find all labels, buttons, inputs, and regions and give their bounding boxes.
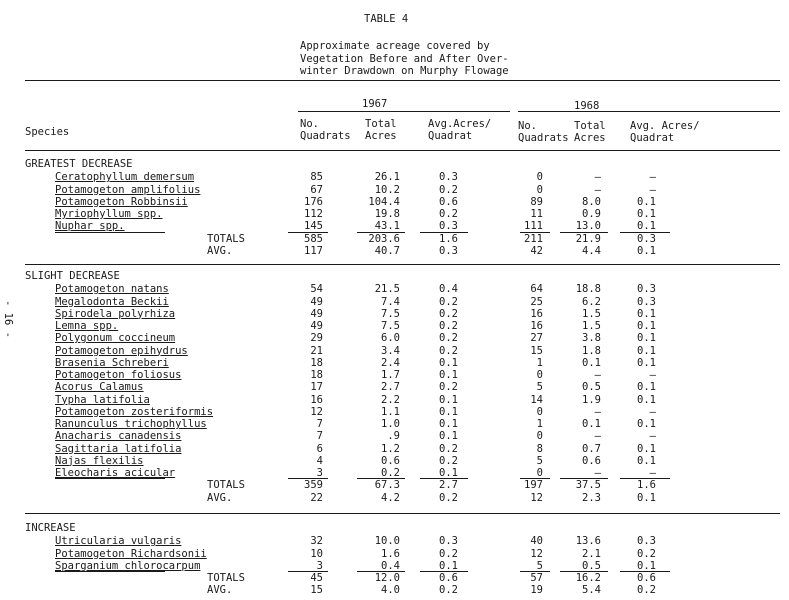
quadrats-1968-value: 64 — [530, 283, 543, 296]
species-name: Eleocharis acicular — [55, 467, 176, 479]
avg-acres-1967-value: 0.3 — [439, 171, 458, 184]
avg-acres-1968-value: 0.1 — [637, 307, 656, 320]
avg-acres-1968-value: 0.1 — [637, 344, 656, 357]
quadrats-1967-value: 18 — [310, 356, 323, 369]
quadrats-1968-value: 12 — [530, 547, 543, 560]
acres-1968-value: – — [594, 369, 601, 381]
totals-quadrats-1967: 359 — [304, 479, 323, 492]
avg-quadrats-1968: 12 — [530, 491, 543, 504]
avg-acres-1967-value: 0.1 — [439, 356, 458, 369]
avg-acres-1967-value: 0.1 — [439, 430, 458, 443]
table-label: TABLE 4 — [364, 13, 409, 25]
acres-1968-value: 13.6 — [575, 535, 601, 548]
acres-1967-value: 2.7 — [381, 381, 400, 394]
quadrats-1968-value: 5 — [536, 559, 543, 572]
year-1967-header: 1967 — [362, 98, 388, 110]
quadrats-1967-value: 4 — [316, 454, 323, 467]
acres-1968-value: 8.0 — [582, 195, 601, 208]
avg-acres-1967: 4.0 — [381, 584, 400, 597]
totals-label: TOTALS — [207, 232, 245, 245]
quadrats-1967-value: 29 — [310, 332, 323, 345]
avg-quadrats-1968: 42 — [530, 244, 543, 257]
avg-acres-1968-value: 0.1 — [637, 381, 656, 394]
avg-acres-1967: 4.2 — [381, 491, 400, 504]
avg-label: AVG. — [207, 491, 233, 504]
acres-1967-value: .9 — [387, 430, 400, 443]
quadrats-1968-value: 1 — [536, 356, 543, 369]
avg-acres-1967-value: 0.2 — [439, 381, 458, 394]
species-name: Lemna spp. — [55, 320, 119, 332]
avg-1967-header: Avg.Acres/ Quadrat — [428, 118, 492, 142]
acres-1967-value: 2.2 — [381, 393, 400, 406]
avg-acres-1967-value: 0.2 — [439, 208, 458, 220]
page-number: - 16 - — [2, 300, 14, 338]
quadrats-1967-value: 85 — [310, 171, 323, 184]
acres-1968-value: 0.6 — [582, 454, 601, 467]
section-title: SLIGHT DECREASE — [25, 270, 120, 282]
acres-1967-value: 3.4 — [381, 344, 400, 357]
species-name: Sparganium chlorocarpum — [55, 559, 201, 572]
acres-1967-value: 0.6 — [381, 454, 400, 467]
acres-1968-value: 18.8 — [575, 283, 601, 296]
quadrats-1967-value: 6 — [316, 442, 323, 455]
acres-1968-value: 13.0 — [575, 220, 601, 233]
species-name: Myriophyllum spp. — [55, 208, 163, 220]
totals-quadrats-1968: 197 — [524, 479, 543, 492]
avg-acres-1967-value: 0.2 — [439, 454, 458, 467]
quadrats-1967-value: 21 — [310, 344, 323, 357]
avg-label: AVG. — [207, 584, 233, 597]
totals-quadrats-1967: 45 — [310, 572, 323, 584]
acres-1968-value: 0.1 — [582, 418, 601, 430]
totals-avg-1968: 1.6 — [637, 479, 656, 492]
quadrats-1968-value: 0 — [536, 171, 543, 184]
avg-acres-1968-value: 0.1 — [637, 195, 656, 208]
species-name: Potamogeton zosteriformis — [55, 405, 214, 418]
totals-acres-1968: 16.2 — [575, 572, 601, 584]
acres-1967-value: 1.2 — [381, 442, 400, 455]
quadrats-1968-value: 0 — [536, 430, 543, 443]
quadrats-1968-value: 5 — [536, 381, 543, 394]
species-name: Polygonum coccineum — [55, 332, 176, 345]
acres-1968-value: – — [594, 183, 601, 196]
quadrats-1967-value: 17 — [310, 381, 323, 394]
totals-avg-1968: 0.3 — [637, 232, 656, 245]
species-name: Anacharis canadensis — [55, 430, 182, 443]
species-name: Potamogeton foliosus — [55, 369, 182, 381]
avg-avg-1968: 0.1 — [637, 491, 656, 504]
section-divider — [25, 513, 780, 514]
acres-1968-value: 1.8 — [582, 344, 601, 357]
acres-1968-header: Total Acres — [574, 120, 606, 144]
avg-acres-1968-value: 0.3 — [637, 283, 656, 296]
totals-acres-1968: 37.5 — [575, 479, 601, 492]
acres-1968-value: – — [594, 467, 601, 479]
quadrats-1967-value: 49 — [310, 295, 323, 308]
quadrats-1967-value: 54 — [310, 283, 323, 296]
avg-quadrats-1968: 19 — [530, 584, 543, 597]
acres-1968-value: 1.5 — [582, 320, 601, 332]
quadrats-1967-value: 3 — [316, 559, 323, 572]
acres-1967-value: 10.2 — [374, 183, 400, 196]
quadrats-1968-value: 16 — [530, 320, 543, 332]
sum-underline — [55, 571, 165, 572]
avg-acres-1968-value: 0.1 — [637, 559, 656, 572]
quadrats-1967-value: 12 — [310, 405, 323, 418]
avg-acres-1968-value: – — [649, 369, 656, 381]
quadrats-1968-value: 89 — [530, 195, 543, 208]
acres-1967-value: 2.4 — [381, 356, 400, 369]
species-name: Sagittaria latifolia — [55, 442, 182, 455]
quadrats-1968-header: No. Quadrats — [518, 120, 569, 144]
totals-acres-1967: 12.0 — [374, 572, 400, 584]
avg-acres-1967-value: 0.2 — [439, 547, 458, 560]
totals-acres-1967: 67.3 — [374, 479, 400, 492]
avg-acres-1967-value: 0.1 — [439, 405, 458, 418]
quadrats-1968-value: 0 — [536, 183, 543, 196]
avg-avg-1968: 0.1 — [637, 244, 656, 257]
totals-avg-1967: 0.6 — [439, 572, 458, 584]
quadrats-1968-value: 16 — [530, 307, 543, 320]
avg-label: AVG. — [207, 244, 233, 257]
quadrats-1968-value: 0 — [536, 405, 543, 418]
avg-acres-1968-value: – — [649, 171, 656, 184]
species-name: Potamogeton amplifolius — [55, 183, 201, 196]
acres-1967-header: Total Acres — [365, 118, 397, 142]
sum-underline — [55, 232, 165, 233]
quadrats-1967-value: 3 — [316, 467, 323, 479]
year-1968-header: 1968 — [574, 100, 600, 112]
quadrats-1967-value: 32 — [310, 535, 323, 548]
species-name: Ceratophyllum demersum — [55, 171, 195, 184]
totals-quadrats-1968: 211 — [524, 232, 543, 245]
table-caption: Approximate acreage covered by Vegetation Before and After Over- winter Drawdown on Murphy Flowage — [300, 40, 509, 77]
avg-avg-1968: 0.2 — [637, 584, 656, 597]
year-1968-rule — [518, 111, 780, 112]
header-bottom-rule — [25, 150, 780, 151]
quadrats-1967-value: 49 — [310, 307, 323, 320]
acres-1967-value: 7.4 — [381, 295, 400, 308]
totals-quadrats-1967: 585 — [304, 232, 323, 245]
avg-acres-1968-value: 0.1 — [637, 332, 656, 345]
acres-1968-value: 0.7 — [582, 442, 601, 455]
avg-acres-1967-value: 0.4 — [439, 283, 458, 296]
species-name: Nuphar spp. — [55, 220, 125, 233]
quadrats-1968-value: 0 — [536, 467, 543, 479]
sum-underline — [55, 478, 165, 479]
species-name: Potamogeton Richardsonii — [55, 547, 207, 560]
quadrats-1968-value: 11 — [530, 208, 543, 220]
section-title: INCREASE — [25, 522, 76, 534]
acres-1967-value: 6.0 — [381, 332, 400, 345]
quadrats-1967-value: 49 — [310, 320, 323, 332]
species-name: Utricularia vulgaris — [55, 535, 182, 548]
avg-acres-1967-value: 0.1 — [439, 369, 458, 381]
species-name: Typha latifolia — [55, 393, 150, 406]
acres-1968-value: 0.5 — [582, 381, 601, 394]
quadrats-1968-value: 15 — [530, 344, 543, 357]
avg-acres-1968: 4.4 — [582, 244, 601, 257]
avg-acres-1967-value: 0.1 — [439, 467, 458, 479]
avg-avg-1967: 0.2 — [439, 584, 458, 597]
avg-acres-1967-value: 0.2 — [439, 307, 458, 320]
acres-1968-value: 0.5 — [582, 559, 601, 572]
species-name: Potamogeton epihydrus — [55, 344, 188, 357]
species-column-header: Species — [25, 126, 70, 138]
quadrats-1967-value: 112 — [304, 208, 323, 220]
totals-avg-1967: 1.6 — [439, 232, 458, 245]
avg-acres-1967-value: 0.2 — [439, 332, 458, 345]
acres-1967-value: 21.5 — [374, 283, 400, 296]
avg-acres-1967-value: 0.1 — [439, 559, 458, 572]
species-name: Spirodela polyrhiza — [55, 307, 176, 320]
avg-avg-1967: 0.2 — [439, 491, 458, 504]
avg-acres-1968: 5.4 — [582, 584, 601, 597]
avg-acres-1968-value: 0.2 — [637, 547, 656, 560]
acres-1967-value: 7.5 — [381, 307, 400, 320]
acres-1968-value: 0.1 — [582, 356, 601, 369]
species-name: Potamogeton Robbinsii — [55, 195, 188, 208]
avg-acres-1967-value: 0.2 — [439, 295, 458, 308]
avg-acres-1968-value: 0.1 — [637, 320, 656, 332]
acres-1967-value: 7.5 — [381, 320, 400, 332]
quadrats-1967-value: 7 — [316, 418, 323, 430]
avg-acres-1968: 2.3 — [582, 491, 601, 504]
species-name: Acorus Calamus — [55, 381, 144, 394]
acres-1968-value: 3.8 — [582, 332, 601, 345]
acres-1968-value: 1.9 — [582, 393, 601, 406]
quadrats-1967-value: 7 — [316, 430, 323, 443]
avg-acres-1968-value: – — [649, 183, 656, 196]
acres-1967-value: 10.0 — [374, 535, 400, 548]
acres-1967-value: 26.1 — [374, 171, 400, 184]
totals-quadrats-1968: 57 — [530, 572, 543, 584]
avg-acres-1968-value: – — [649, 467, 656, 479]
acres-1968-value: – — [594, 171, 601, 184]
species-name: Potamogeton natans — [55, 283, 169, 296]
avg-acres-1968-value: 0.1 — [637, 208, 656, 220]
quadrats-1968-value: 1 — [536, 418, 543, 430]
avg-acres-1967-value: 0.6 — [439, 195, 458, 208]
acres-1967-value: 19.8 — [374, 208, 400, 220]
avg-avg-1967: 0.3 — [439, 244, 458, 257]
acres-1967-value: 0.2 — [381, 467, 400, 479]
quadrats-1968-value: 25 — [530, 295, 543, 308]
avg-acres-1967-value: 0.3 — [439, 535, 458, 548]
avg-acres-1968-value: 0.1 — [637, 454, 656, 467]
quadrats-1967-header: No. Quadrats — [300, 118, 351, 142]
acres-1968-value: 0.9 — [582, 208, 601, 220]
acres-1967-value: 1.1 — [381, 405, 400, 418]
avg-quadrats-1967: 15 — [310, 584, 323, 597]
quadrats-1967-value: 145 — [304, 220, 323, 233]
avg-acres-1967-value: 0.2 — [439, 183, 458, 196]
quadrats-1968-value: 0 — [536, 369, 543, 381]
top-rule — [25, 80, 780, 81]
quadrats-1968-value: 5 — [536, 454, 543, 467]
totals-label: TOTALS — [207, 479, 245, 492]
acres-1968-value: 2.1 — [582, 547, 601, 560]
quadrats-1968-value: 8 — [536, 442, 543, 455]
acres-1968-value: – — [594, 405, 601, 418]
avg-acres-1968-value: 0.1 — [637, 356, 656, 369]
avg-acres-1968-value: 0.3 — [637, 535, 656, 548]
species-name: Megalodonta Beckii — [55, 295, 169, 308]
quadrats-1968-value: 40 — [530, 535, 543, 548]
totals-acres-1968: 21.9 — [575, 232, 601, 245]
species-name: Brasenia Schreberi — [55, 356, 169, 369]
avg-acres-1968-value: – — [649, 405, 656, 418]
quadrats-1967-value: 18 — [310, 369, 323, 381]
acres-1968-value: 1.5 — [582, 307, 601, 320]
quadrats-1967-value: 176 — [304, 195, 323, 208]
acres-1967-value: 104.4 — [368, 195, 400, 208]
avg-1968-header: Avg. Acres/ Quadrat — [630, 120, 700, 144]
avg-acres-1968-value: – — [649, 430, 656, 443]
avg-acres-1967-value: 0.1 — [439, 418, 458, 430]
totals-avg-1967: 2.7 — [439, 479, 458, 492]
quadrats-1967-value: 10 — [310, 547, 323, 560]
acres-1967-value: 1.0 — [381, 418, 400, 430]
avg-acres-1968-value: 0.1 — [637, 442, 656, 455]
avg-quadrats-1967: 22 — [310, 491, 323, 504]
avg-quadrats-1967: 117 — [304, 244, 323, 257]
avg-acres-1967-value: 0.1 — [439, 393, 458, 406]
avg-acres-1968-value: 0.1 — [637, 418, 656, 430]
avg-acres-1967-value: 0.2 — [439, 344, 458, 357]
avg-acres-1967: 40.7 — [374, 244, 400, 257]
quadrats-1967-value: 16 — [310, 393, 323, 406]
avg-acres-1968-value: 0.3 — [637, 295, 656, 308]
totals-label: TOTALS — [207, 572, 245, 584]
year-1967-rule — [298, 111, 510, 112]
acres-1967-value: 0.4 — [381, 559, 400, 572]
acres-1967-value: 1.7 — [381, 369, 400, 381]
totals-acres-1967: 203.6 — [368, 232, 400, 245]
section-title: GREATEST DECREASE — [25, 158, 133, 170]
acres-1967-value: 43.1 — [374, 220, 400, 233]
quadrats-1968-value: 14 — [530, 393, 543, 406]
avg-acres-1968-value: 0.1 — [637, 393, 656, 406]
acres-1967-value: 1.6 — [381, 547, 400, 560]
quadrats-1968-value: 27 — [530, 332, 543, 345]
avg-acres-1968-value: 0.1 — [637, 220, 656, 233]
avg-acres-1967-value: 0.2 — [439, 442, 458, 455]
avg-acres-1967-value: 0.2 — [439, 320, 458, 332]
acres-1968-value: 6.2 — [582, 295, 601, 308]
quadrats-1967-value: 67 — [310, 183, 323, 196]
quadrats-1968-value: 111 — [524, 220, 543, 233]
acres-1968-value: – — [594, 430, 601, 443]
species-name: Najas flexilis — [55, 454, 144, 467]
totals-avg-1968: 0.6 — [637, 572, 656, 584]
species-name: Ranunculus trichophyllus — [55, 418, 207, 430]
avg-acres-1967-value: 0.3 — [439, 220, 458, 233]
section-divider — [25, 264, 780, 265]
